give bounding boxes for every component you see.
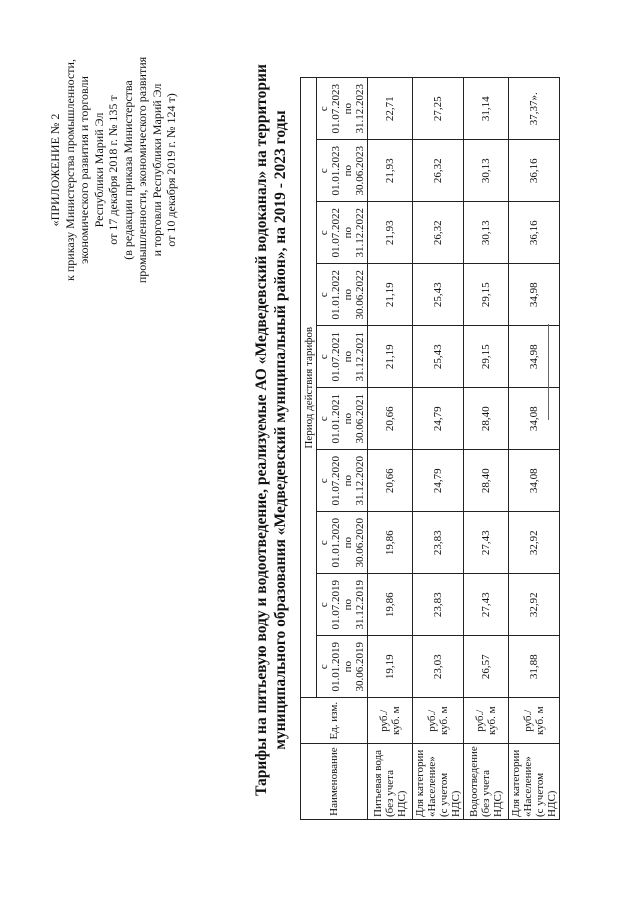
- cell-line: 31.12.2019: [354, 579, 366, 630]
- tariff-value-cell: 36,16: [509, 140, 560, 202]
- unit-header: Ед. изм.: [301, 698, 368, 744]
- cell-line: Водоотведение: [468, 746, 480, 817]
- tariff-value-cell: 34,98: [509, 264, 560, 326]
- period-10-header: [317, 78, 368, 140]
- appendix-line: к приказу Министерства промышленности,: [62, 59, 77, 281]
- row-unit-cell: [413, 698, 464, 744]
- period-9-header: [317, 140, 368, 202]
- tariff-value-cell: 27,43: [464, 512, 509, 574]
- cell-line: с 01.01.2021: [318, 393, 342, 444]
- cell-line: куб. м: [534, 706, 546, 736]
- rotated-page: [10, 0, 610, 860]
- tariff-value-cell: 21,19: [368, 326, 413, 388]
- table-row: [413, 78, 464, 820]
- table-body: [368, 78, 560, 820]
- period-8-header: [317, 202, 368, 264]
- tariff-value-cell: 34,08: [509, 450, 560, 512]
- cell-line: с 01.07.2023: [318, 83, 342, 134]
- cell-line: «Население»: [522, 756, 534, 817]
- cell-line: по: [342, 599, 354, 611]
- period-5-header: [317, 388, 368, 450]
- tariff-value-cell: 25,43: [413, 264, 464, 326]
- appendix-line: (в редакции приказа Министерства: [120, 80, 135, 260]
- cell-line: куб. м: [438, 706, 450, 736]
- cell-line: (с учетом НДС): [438, 772, 462, 817]
- tariff-value-cell: 29,15: [464, 326, 509, 388]
- tariff-value-cell: 24,79: [413, 388, 464, 450]
- tariff-value-cell: 19,86: [368, 574, 413, 636]
- period-7-header: [317, 264, 368, 326]
- appendix-line: Республики Марий Эл: [91, 112, 106, 228]
- cell-line: Для категории: [414, 749, 426, 817]
- tariff-value-cell: 31,88: [509, 636, 560, 698]
- cell-line: 30.06.2019: [354, 641, 366, 692]
- tariff-value-cell: 22,71: [368, 78, 413, 140]
- period-6-header: [317, 326, 368, 388]
- cell-line: Для категории: [510, 749, 522, 817]
- name-header: Наименование: [301, 744, 368, 820]
- tariff-value-cell: 23,83: [413, 512, 464, 574]
- tariff-value-cell: 29,15: [464, 264, 509, 326]
- tariff-value-cell: 26,32: [413, 140, 464, 202]
- tariff-value-cell: 30,13: [464, 140, 509, 202]
- cell-line: с 01.07.2022: [318, 207, 342, 258]
- tariff-value-cell: 31,14: [464, 78, 509, 140]
- title-line: муниципального образования «Медведевский муниципальный район», на 2019 - 2023 годы: [272, 110, 289, 750]
- row-unit-cell: [509, 698, 560, 744]
- row-unit-cell: [464, 698, 509, 744]
- period-4-header: [317, 450, 368, 512]
- tariff-value-cell: 20,66: [368, 388, 413, 450]
- cell-line: руб./: [426, 709, 438, 732]
- tariff-value-cell: 24,79: [413, 450, 464, 512]
- cell-line: куб. м: [390, 706, 402, 736]
- cell-line: по: [342, 227, 354, 239]
- cell-line: 30.06.2022: [354, 269, 366, 320]
- cell-line: 30.06.2020: [354, 517, 366, 568]
- tariff-table: [300, 77, 560, 820]
- row-name-cell: [413, 744, 464, 820]
- table-row: [509, 78, 560, 820]
- appendix-line: от 17 декабря 2018 г. № 135 т: [106, 95, 120, 245]
- appendix-line: от 10 декабря 2019 г. № 124 т): [164, 93, 178, 247]
- period-header: Период действия тарифов: [301, 78, 317, 698]
- cell-line: по: [342, 661, 354, 673]
- cell-line: по: [342, 351, 354, 363]
- title-line: Тарифы на питьевую воду и водоотведение, реализуемые АО «Медведевский водоканал» на территории: [253, 64, 270, 796]
- period-1-header: [317, 636, 368, 698]
- row-name-cell: [464, 744, 509, 820]
- cell-line: по: [342, 475, 354, 487]
- tariff-value-cell: 28,40: [464, 450, 509, 512]
- cell-line: по: [342, 413, 354, 425]
- tariff-value-cell: 21,93: [368, 140, 413, 202]
- tariff-value-cell: 28,40: [464, 388, 509, 450]
- tariff-value-cell: 23,83: [413, 574, 464, 636]
- appendix-line: «ПРИЛОЖЕНИЕ № 2: [48, 113, 62, 227]
- tariff-value-cell: 20,66: [368, 450, 413, 512]
- tariff-value-cell: 36,16: [509, 202, 560, 264]
- appendix-header: [48, 40, 179, 300]
- tariff-value-cell: 27,25: [413, 78, 464, 140]
- cell-line: 30.06.2021: [354, 393, 366, 444]
- tariff-value-cell: 34,98: [509, 326, 560, 388]
- cell-line: по: [342, 103, 354, 115]
- tariff-value-cell: 30,13: [464, 202, 509, 264]
- cell-line: с 01.07.2020: [318, 455, 342, 506]
- cell-line: куб. м: [486, 706, 498, 736]
- tariff-value-cell: 32,92: [509, 512, 560, 574]
- cell-line: (без учета НДС): [384, 770, 408, 817]
- cell-line: с 01.07.2021: [318, 331, 342, 382]
- row-name-cell: [509, 744, 560, 820]
- period-3-header: [317, 512, 368, 574]
- cell-line: Питьевая вода: [372, 749, 384, 817]
- cell-line: (с учетом НДС): [534, 772, 558, 817]
- cell-line: (без учета НДС): [480, 770, 504, 817]
- tariff-value-cell: 27,43: [464, 574, 509, 636]
- cell-line: с 01.01.2019: [318, 641, 342, 692]
- appendix-line: и торговли Республики Марий Эл: [149, 83, 164, 257]
- period-2-header: [317, 574, 368, 636]
- appendix-line: промышленности, экономического развития: [135, 56, 149, 284]
- tariff-value-cell: 19,86: [368, 512, 413, 574]
- cell-line: по: [342, 165, 354, 177]
- tariff-value-cell: 21,93: [368, 202, 413, 264]
- tariff-value-cell: 25,43: [413, 326, 464, 388]
- cell-line: по: [342, 537, 354, 549]
- row-unit-cell: [368, 698, 413, 744]
- cell-line: 31.12.2023: [354, 83, 366, 134]
- cell-line: руб./: [522, 709, 534, 732]
- cell-line: с 01.07.2019: [318, 579, 342, 630]
- tariff-value-cell: 32,92: [509, 574, 560, 636]
- cell-line: «Население»: [426, 756, 438, 817]
- cell-line: 31.12.2022: [354, 207, 366, 258]
- appendix-line: экономического развития и торговли: [77, 76, 91, 264]
- cell-line: по: [342, 289, 354, 301]
- tariff-value-cell: 26,57: [464, 636, 509, 698]
- cell-line: 30.06.2023: [354, 145, 366, 196]
- table-row: [464, 78, 509, 820]
- cell-line: руб./: [378, 709, 390, 732]
- tariff-value-cell: 21,19: [368, 264, 413, 326]
- cell-line: 31.12.2020: [354, 455, 366, 506]
- tariff-value-cell: 26,32: [413, 202, 464, 264]
- table-row: [368, 78, 413, 820]
- cell-line: с 01.01.2023: [318, 145, 342, 196]
- cell-line: 31.12.2021: [354, 331, 366, 382]
- tariff-value-cell: 19,19: [368, 636, 413, 698]
- cell-line: с 01.01.2020: [318, 517, 342, 568]
- header-row: [301, 78, 317, 820]
- row-name-cell: [368, 744, 413, 820]
- divider-line: [548, 324, 549, 420]
- tariff-value-cell: 23,03: [413, 636, 464, 698]
- tariff-value-cell: 34,08: [509, 388, 560, 450]
- cell-line: руб./: [474, 709, 486, 732]
- tariff-value-cell: 37,37».: [509, 78, 560, 140]
- cell-line: с 01.01.2022: [318, 269, 342, 320]
- document-title: [252, 20, 290, 840]
